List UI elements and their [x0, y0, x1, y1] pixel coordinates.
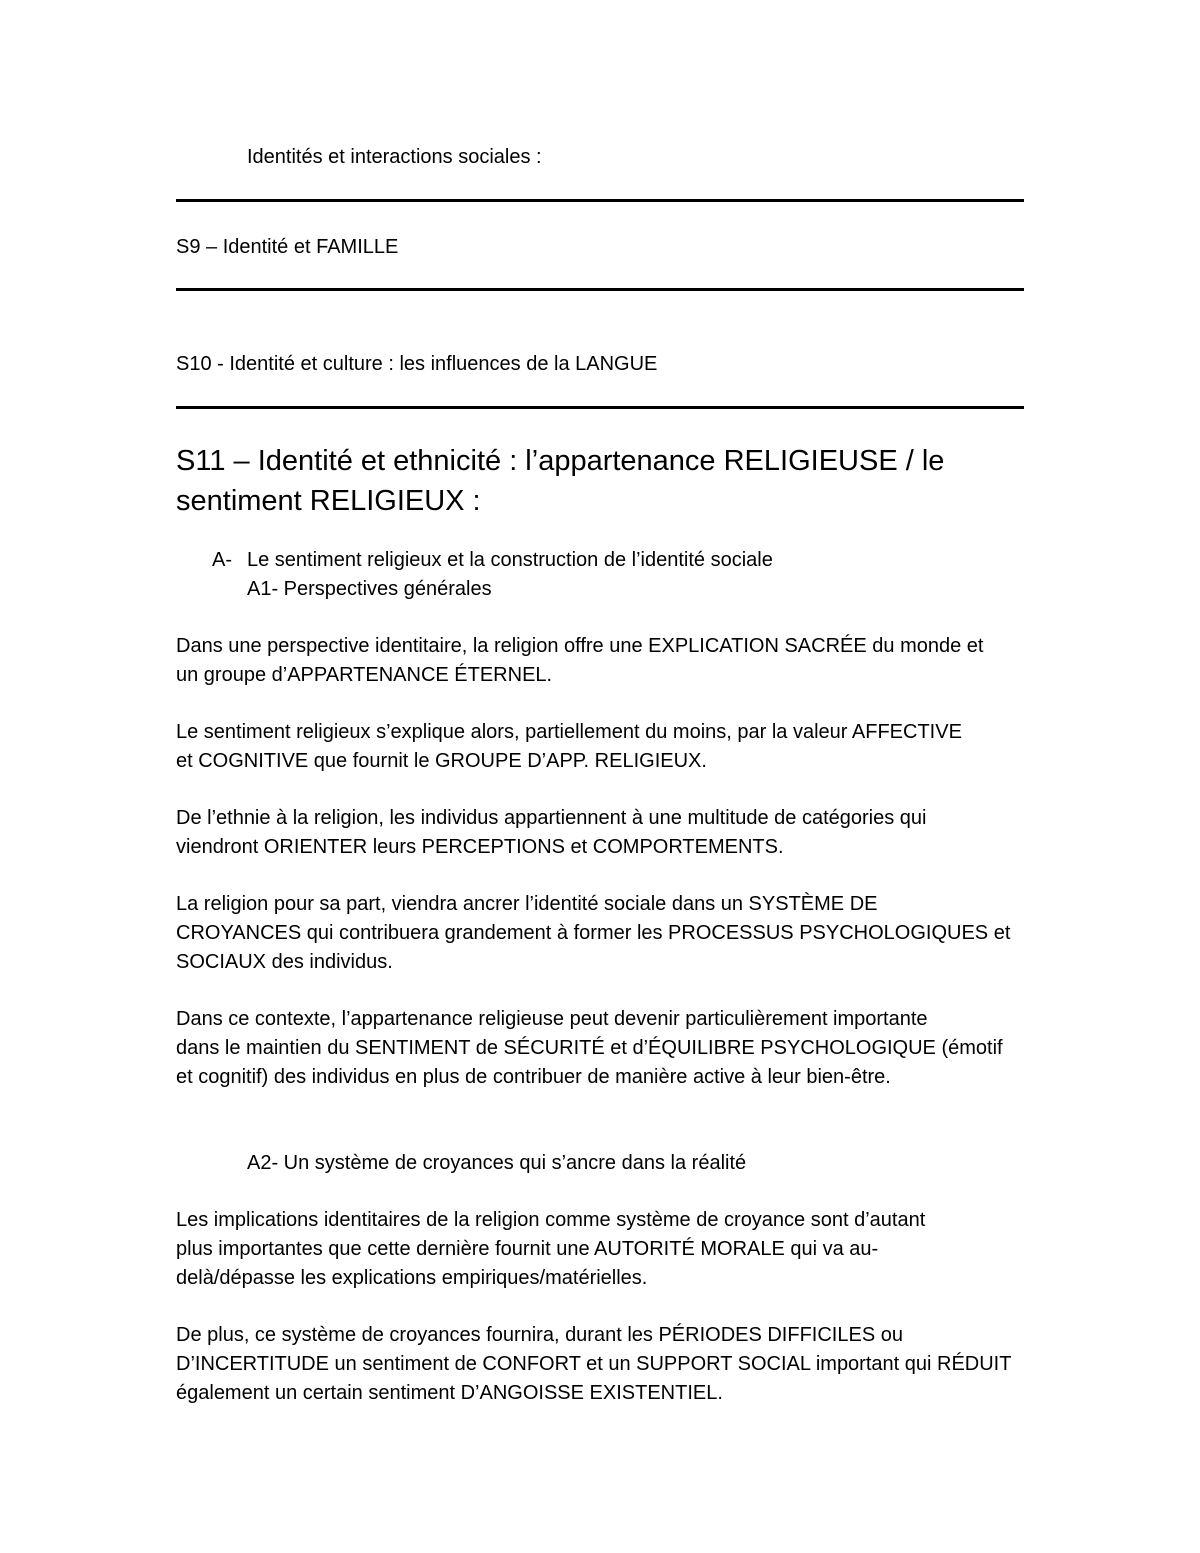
paragraph: [176, 890, 1010, 977]
section-s11-heading-line2: sentiment RELIGIEUX :: [176, 485, 481, 517]
paragraph: [176, 1206, 925, 1293]
paragraph-line: Le sentiment religieux s’explique alors, partiellement du moins, par la valeur AFFECTIVE: [176, 721, 962, 743]
subsection-a1-heading: A1- Perspectives générales: [247, 578, 492, 600]
paragraph-line: également un certain sentiment D’ANGOISSE EXISTENTIEL.: [176, 1382, 723, 1404]
paragraph-line: SOCIAUX des individus.: [176, 951, 393, 973]
paragraph-line: viendront ORIENTER leurs PERCEPTIONS et COMPORTEMENTS.: [176, 836, 784, 858]
paragraph-line: et COGNITIVE que fournit le GROUPE D’APP. RELIGIEUX.: [176, 750, 707, 772]
paragraph-line: et cognitif) des individus en plus de contribuer de manière active à leur bien-être.: [176, 1066, 891, 1088]
paragraph-line: De plus, ce système de croyances fournira, durant les PÉRIODES DIFFICILES ou: [176, 1324, 903, 1346]
paragraph-line: un groupe d’APPARTENANCE ÉTERNEL.: [176, 664, 553, 686]
document-title: Identités et interactions sociales :: [247, 146, 542, 168]
divider-rule: [176, 406, 1024, 409]
paragraph: [176, 1321, 1011, 1408]
paragraph-line: D’INCERTITUDE un sentiment de CONFORT et un SUPPORT SOCIAL important qui RÉDUIT: [176, 1353, 1012, 1375]
paragraph-line: La religion pour sa part, viendra ancrer l’identité sociale dans un SYSTÈME DE: [176, 893, 878, 915]
paragraph-line: plus importantes que cette dernière fournit une AUTORITÉ MORALE qui va au-: [176, 1238, 879, 1260]
subsection-a2-heading: A2- Un système de croyances qui s’ancre dans la réalité: [247, 1152, 747, 1174]
divider-rule: [176, 288, 1024, 291]
section-a-heading: Le sentiment religieux et la construction de l’identité sociale: [247, 549, 773, 571]
paragraph: [176, 632, 983, 690]
divider-rule: [176, 199, 1024, 202]
section-a-marker: A-: [212, 549, 232, 571]
paragraph-line: Dans une perspective identitaire, la religion offre une EXPLICATION SACRÉE du monde et: [176, 635, 984, 657]
paragraph: [176, 1005, 1003, 1092]
paragraph-line: Les implications identitaires de la religion comme système de croyance sont d’autant: [176, 1209, 926, 1231]
paragraph-line: CROYANCES qui contribuera grandement à former les PROCESSUS PSYCHOLOGIQUES et: [176, 922, 1011, 944]
paragraph: [176, 804, 926, 862]
section-s10-heading: S10 - Identité et culture : les influences de la LANGUE: [176, 353, 658, 375]
paragraph-line: delà/dépasse les explications empiriques/matérielles.: [176, 1267, 648, 1289]
paragraph-line: De l’ethnie à la religion, les individus appartiennent à une multitude de catégories qui: [176, 807, 927, 829]
paragraph: [176, 718, 962, 776]
paragraph-line: dans le maintien du SENTIMENT de SÉCURITÉ et d’ÉQUILIBRE PSYCHOLOGIQUE (émotif: [176, 1037, 1003, 1059]
section-s9-heading: S9 – Identité et FAMILLE: [176, 236, 399, 258]
section-s11-heading-line1: S11 – Identité et ethnicité : l’appartenance RELIGIEUSE / le: [176, 445, 945, 477]
paragraph-line: Dans ce contexte, l’appartenance religieuse peut devenir particulièrement importante: [176, 1008, 928, 1030]
